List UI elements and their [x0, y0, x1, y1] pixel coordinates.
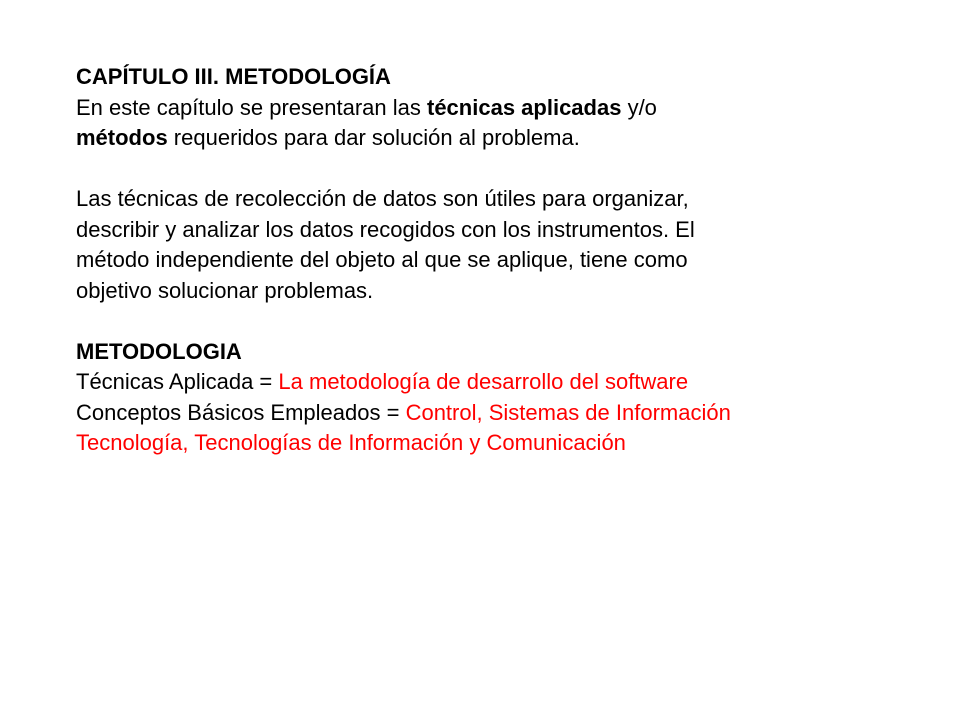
intro-line-1: [76, 93, 936, 124]
section-heading: METODOLOGIA: [76, 338, 242, 364]
concepts-line: [76, 398, 936, 429]
slide-text-block: [76, 62, 936, 459]
intro-text-1: En este capítulo se presentaran las: [76, 94, 427, 120]
concepts-value-2: Tecnología, Tecnologías de Información y Comunicación: [76, 430, 626, 455]
techniques-value: La metodología de desarrollo del software: [278, 369, 689, 394]
intro-text-2: y/o: [621, 94, 657, 120]
paragraph2-line-4: objetivo solucionar problemas.: [76, 277, 374, 303]
concepts-value-1: Control, Sistemas de Información: [405, 399, 731, 425]
intro-line-2: [76, 123, 936, 154]
intro-text-3: requeridos para dar solución al problema.: [167, 125, 580, 150]
paragraph2-line-1: Las técnicas de recolección de datos son útiles para organizar,: [76, 186, 689, 211]
techniques-line: [76, 367, 936, 398]
concepts-label: Conceptos Básicos Empleados =: [76, 399, 406, 425]
paragraph2-line-3: método independiente del objeto al que se aplique, tiene como: [76, 247, 688, 272]
paragraph2-line-2: describir y analizar los datos recogidos con los instrumentos. El: [76, 216, 695, 242]
spacer: [76, 306, 936, 337]
chapter-heading: CAPÍTULO III. METODOLOGÍA: [76, 64, 391, 89]
intro-bold-techniques: técnicas aplicadas: [427, 94, 622, 120]
spacer: [76, 154, 936, 185]
intro-bold-methods: métodos: [76, 125, 168, 150]
techniques-label: Técnicas Aplicada =: [76, 369, 279, 394]
